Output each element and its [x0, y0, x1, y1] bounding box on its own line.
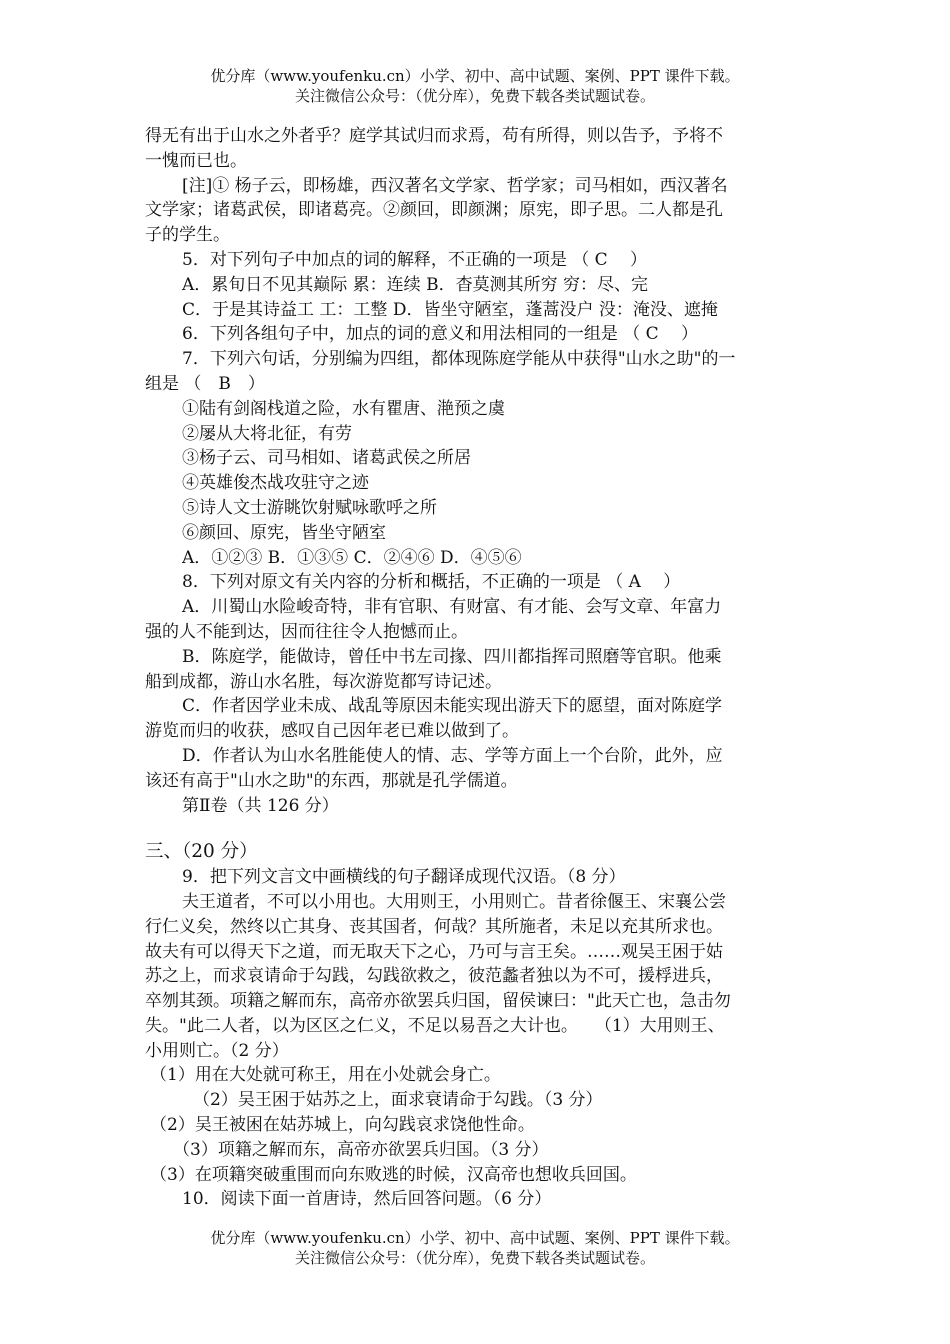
passage-line: 夫王道者，不可以小用也。大用则王，小用则亡。昔者徐偃王、宋襄公尝 — [182, 891, 726, 912]
question-6: 6．下列各组句子中，加点的词的意义和用法相同的一组是 （ C ） — [182, 324, 699, 345]
footer-line-1: 优分库（www.youfenku.cn）小学、初中、高中试题、案例、PPT 课件下载。 — [210, 1229, 740, 1247]
option-b: B．陈庭学，能做诗，曾任中书左司掾、四川都指挥司照磨等官职。他乘 — [182, 646, 722, 667]
option-c-cont: 游览而归的收获，感叹自己因年老已难以做到了。 — [145, 721, 519, 742]
volume-2-title: 第Ⅱ卷（共 126 分） — [182, 795, 339, 816]
list-item: ③杨子云、司马相如、诸葛武侯之所居 — [182, 448, 471, 469]
option-b-cont: 船到成都，游山水名胜，每次游览都写诗记述。 — [145, 671, 502, 692]
note-line: [注]① 杨子云，即杨雄，西汉著名文学家、哲学家；司马相如，西汉著名 — [182, 175, 728, 196]
note-line: 子的学生。 — [145, 225, 230, 246]
sub-question: （3）项籍之解而东，高帝亦欲罢兵归国。（3 分） — [173, 1139, 549, 1160]
text-line: 得无有出于山水之外者乎？庭学其试归而求焉，苟有所得，则以告予，予将不 — [145, 126, 723, 146]
passage-line: 卒刎其颈。项籍之解而东，高帝亦欲罢兵归国，留侯谏曰："此天亡也，急击勿 — [145, 991, 731, 1012]
passage-line: 行仁义矣，然终以亡其身、丧其国者，何哉？其所施者，未足以充其所求也。 — [145, 916, 723, 937]
text-line: 一愧而已也。 — [145, 150, 247, 171]
option-a: A．川蜀山水险峻奇特，非有官职、有财富、有才能、会写文章、年富力 — [182, 597, 722, 618]
page-footer — [0, 1228, 950, 1268]
question-8: 8．下列对原文有关内容的分析和概括，不正确的一项是 （ A ） — [182, 572, 681, 593]
page-header — [0, 66, 950, 106]
footer-line-2: 关注微信公众号：（优分库），免费下载各类试题试卷。 — [294, 1249, 655, 1267]
note-line: 文学家；诸葛武侯，即诸葛亮。②颜回，即颜渊；原宪，即子思。二人都是孔 — [145, 200, 723, 221]
sub-question: （2）吴王困于姑苏之上，面求衰请命于勾践。（3 分） — [193, 1090, 603, 1111]
list-item: ②屡从大将北征，有劳 — [182, 423, 352, 444]
header-line-2: 关注微信公众号：（优分库），免费下载各类试题试卷。 — [294, 87, 655, 105]
question-5-options-ab: A．累旬日不见其巅际 累：连续 B．杳莫测其所穷 穷：尽、完 — [182, 274, 648, 295]
list-item: ④英雄俊杰战攻驻守之迹 — [182, 473, 369, 494]
passage-line: 苏之上，而求哀请命于勾践，勾践欲救之，彼范蠡者独以为不可，援桴进兵， — [145, 966, 723, 987]
question-7-options: A．①②③ B．①③⑤ C．②④⑥ D．④⑤⑥ — [182, 547, 522, 568]
option-c: C．作者因学业未成、战乱等原因未能实现出游天下的愿望，面对陈庭学 — [182, 696, 723, 717]
option-d-cont: 该还有高于"山水之助"的东西，那就是孔学儒道。 — [145, 770, 518, 791]
question-5: 5．对下列句子中加点的词的解释，不正确的一项是 （ C ） — [182, 249, 648, 270]
passage-line: 失。"此二人者，以为区区之仁义，不足以易吾之大计也。 （1）大用则王、 — [145, 1015, 725, 1036]
section-3-heading: 三、（20 分） — [145, 841, 258, 863]
question-7-cont: 组是 （ B ） — [145, 373, 265, 394]
passage-line: 故夫有可以得天下之道，而无取天下之心，乃可与言王矣。……观吴王困于姑 — [145, 941, 723, 962]
question-9: 9．把下列文言文中画横线的句子翻译成现代汉语。（8 分） — [182, 867, 626, 888]
option-d: D．作者认为山水名胜能使人的情、志、学等方面上一个台阶，此外，应 — [182, 745, 723, 766]
question-10: 10．阅读下面一首唐诗，然后回答问题。（6 分） — [182, 1189, 552, 1210]
list-item: ⑥颜回、原宪，皆坐守陋室 — [182, 522, 386, 543]
answer-line: （1）用在大处就可称王，用在小处就会身亡。 — [150, 1065, 501, 1086]
list-item: ①陆有剑阁栈道之险，水有瞿唐、滟预之虞 — [182, 398, 505, 419]
header-line-1: 优分库（www.youfenku.cn）小学、初中、高中试题、案例、PPT 课件下载。 — [210, 67, 740, 85]
question-7: 7．下列六句话，分别编为四组，都体现陈庭学能从中获得"山水之助"的一 — [182, 349, 736, 370]
list-item: ⑤诗人文士游眺饮射赋咏歌呼之所 — [182, 497, 437, 518]
option-a-cont: 强的人不能到达，因而往往令人抱憾而止。 — [145, 621, 468, 642]
passage-line: 小用则亡。（2 分） — [145, 1040, 289, 1061]
answer-line: （2）吴王被困在姑苏城上，向勾践哀求饶他性命。 — [150, 1115, 535, 1136]
question-5-options-cd: C．于是其诗益工 工：工整 D．皆坐守陋室，蓬蒿没户 没：淹没、遮掩 — [182, 299, 718, 320]
answer-line: （3）在项籍突破重围而向东败逃的时候，汉高帝也想收兵回国。 — [150, 1164, 637, 1185]
document-body — [145, 124, 820, 1212]
